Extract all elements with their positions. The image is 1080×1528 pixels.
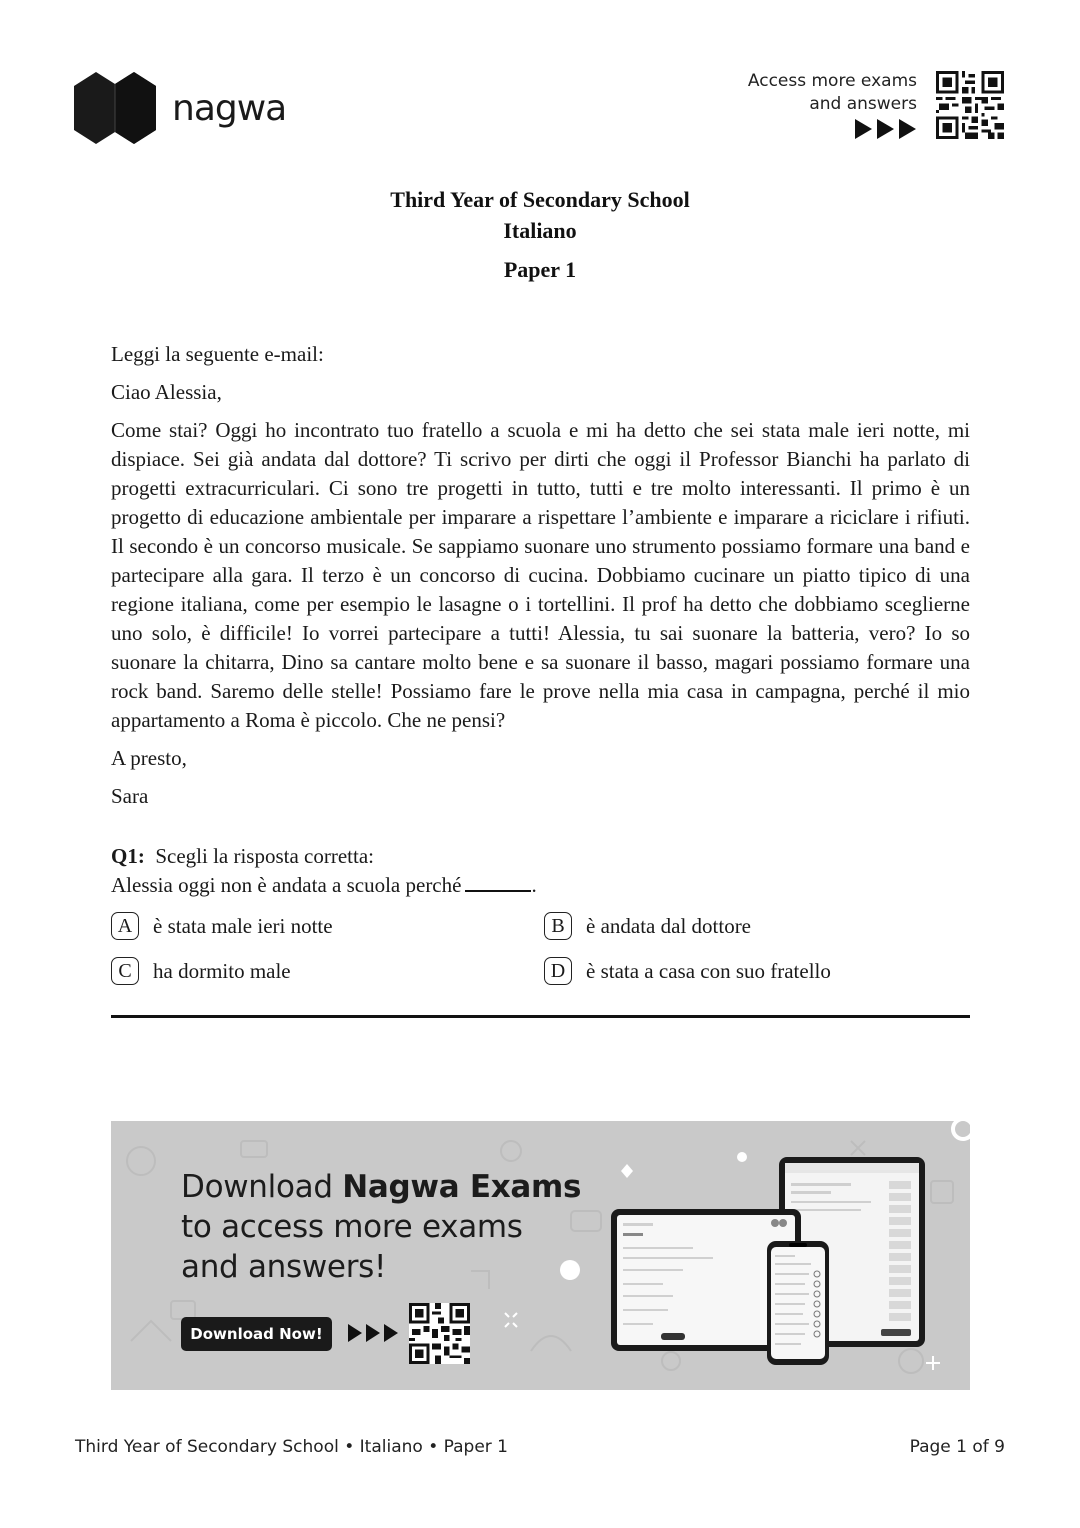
nagwa-hexagon-icon (74, 72, 156, 144)
option-a[interactable] (111, 912, 333, 940)
nagwa-logo[interactable] (74, 72, 286, 144)
triple-arrow-icon (348, 1324, 400, 1342)
download-now-button[interactable]: Download Now! (181, 1317, 332, 1351)
question-1 (111, 842, 970, 900)
email-greeting: Ciao Alessia, (111, 380, 222, 404)
title-paper: Paper 1 (503, 257, 577, 282)
email-body: Come stai? Oggi ho incontrato tuo fratello a scuola e mi ha detto che sei stata male ieri notte, mi dispiace. Sei già andata dal dottore? Ti scrivo per dirti che oggi il Professor Bianchi ha parlato di progetti extracurriculari. Ci sono tre progetti in tutto, tutti e tre molto interessanti. Il primo è un progetto di educazione ambientale per imparare a rispettare l’ambiente e imparare a riciclare i rifiuti. Il secondo è un concorso musicale. Se sappiamo suonare uno strumento possiamo formare una band e partecipare alla gara. Il terzo è un concorso di cucina. Dobbiamo cucinare un piatto tipico di una regione italiana, come per esempio le lasagne o i tortellini. Il prof ha detto che dobbiamo sceglierne uno solo, è difficile! Io vorrei partecipare a tutti! Alessia, tu sai suonare la batteria, vero? Io so suonare la chitarra, Dino sa cantare molto bene e sa suonare il basso, magari possiamo formare una rock band. Saremo delle stelle! Possiamo fare le prove nella mia casa in campagna, perché il mio appartamento a Roma è piccolo. Che ne pensi? (111, 418, 970, 732)
question-stem-end: . (531, 873, 537, 897)
passage-intro: Leggi la seguente e-mail: (111, 342, 324, 366)
email-closing: A presto, (111, 746, 187, 770)
option-letter-box: D (544, 957, 572, 985)
option-text: è stata a casa con suo fratello (586, 958, 831, 983)
option-text: è stata male ieri notte (153, 913, 333, 938)
exam-title (0, 184, 1080, 285)
question-instruction: Scegli la risposta corretta: (155, 844, 375, 868)
answer-blank (465, 872, 531, 892)
access-line-2: and answers (809, 94, 917, 114)
footer-exam-info: Third Year of Secondary School • Italiano • Paper 1 (75, 1437, 508, 1457)
question-stem: Alessia oggi non è andata a scuola perché (111, 873, 462, 897)
email-signature: Sara (111, 784, 149, 808)
qr-code-icon[interactable] (936, 71, 1004, 139)
option-c[interactable] (111, 957, 291, 985)
option-text: è andata dal dottore (586, 913, 752, 938)
question-number: Q1: (111, 844, 145, 868)
email-passage (111, 340, 970, 820)
triple-arrow-icon (855, 119, 917, 139)
banner-headline (181, 1169, 581, 1205)
qr-code-icon[interactable] (409, 1303, 470, 1364)
download-banner[interactable] (111, 1121, 970, 1390)
banner-headline-brand: Nagwa Exams (342, 1169, 582, 1205)
devices-illustration (611, 1157, 931, 1367)
banner-headline-pre: Download (181, 1169, 343, 1205)
question-divider (111, 1015, 970, 1018)
footer-page-number: Page 1 of 9 (909, 1437, 1005, 1457)
access-line-1: Access more exams (747, 71, 917, 91)
option-letter-box: B (544, 912, 572, 940)
title-subject: Italiano (503, 218, 577, 243)
option-d[interactable] (544, 957, 831, 985)
banner-line-2: to access more exams (181, 1209, 523, 1245)
logo-text: nagwa (172, 87, 287, 129)
title-school-year: Third Year of Secondary School (390, 187, 690, 212)
option-letter-box: C (111, 957, 139, 985)
access-more-exams[interactable] (748, 70, 917, 116)
option-letter-box: A (111, 912, 139, 940)
option-b[interactable] (544, 912, 751, 940)
option-text: ha dormito male (153, 958, 291, 983)
banner-line-3: and answers! (181, 1249, 387, 1285)
